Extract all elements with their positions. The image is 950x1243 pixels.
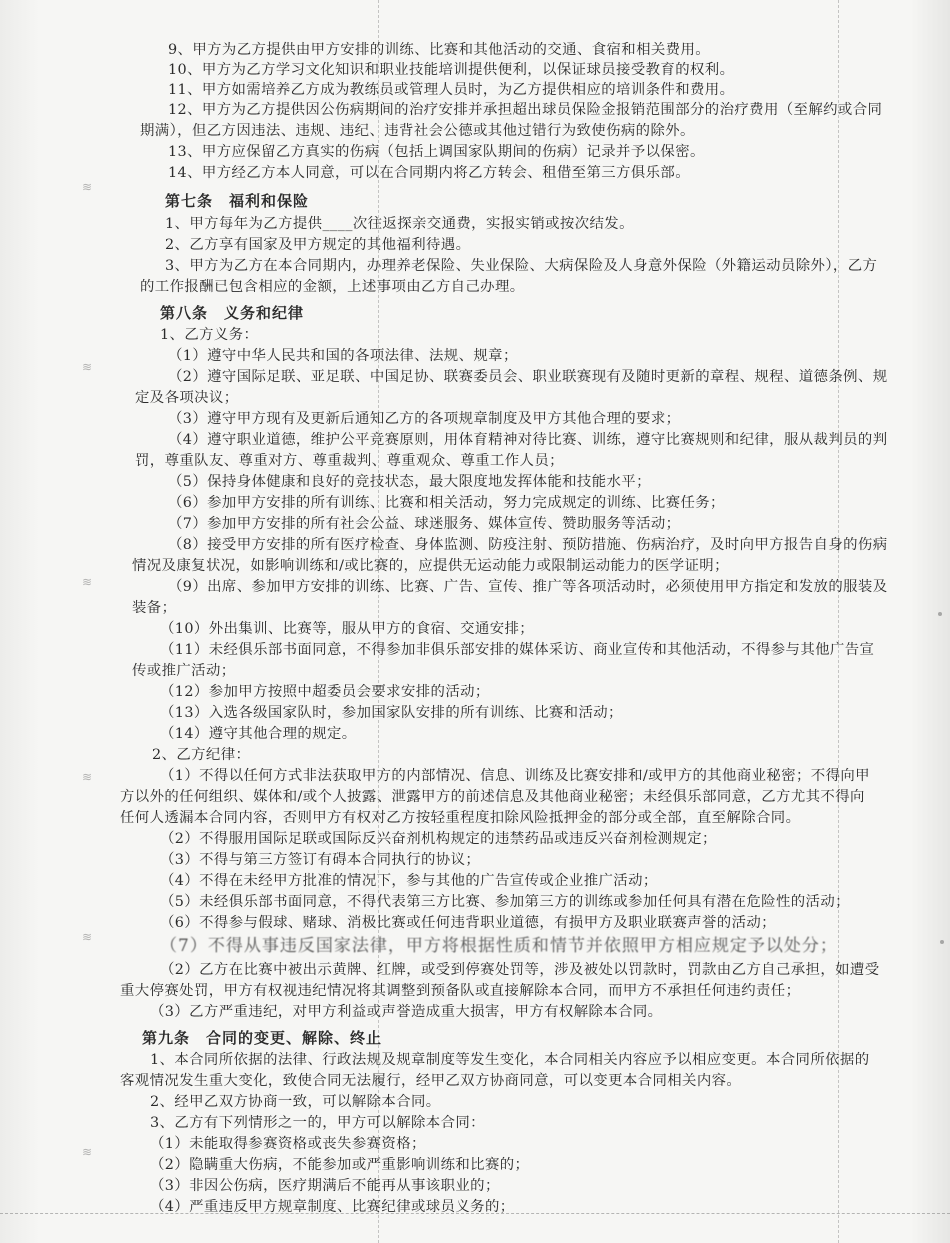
clause-line: （4）不得在未经甲方批准的情况下，参与其他的广告宣传或企业推广活动；: [160, 873, 658, 889]
clause-line: 11、甲方如需培养乙方成为教练员或管理人员时，为乙方提供相应的培训条件和费用。: [168, 82, 735, 98]
clause-line: 13、甲方应保留乙方真实的伤病（包括上调国家队期间的伤病）记录并予以保密。: [168, 144, 705, 160]
clause-line: 2、经甲乙双方协商一致，可以解除本合同。: [150, 1094, 441, 1110]
clause-line: （5）未经俱乐部书面同意，不得代表第三方比赛、参加第三方的训练或参加任何具有潜在危险性的活动；: [160, 894, 850, 910]
clause-line: 客观情况发生重大变化，致使合同无法履行，经甲乙双方协商同意，可以变更本合同相关内容。: [120, 1073, 742, 1089]
clause-line: 3、甲方为乙方在本合同期内，办理养老保险、失业保险、大病保险及人身意外保险（外籍运动员除外），乙方: [165, 258, 878, 274]
clause-line: （5）保持身体健康和良好的竞技状态，最大限度地发挥体能和技能水平；: [168, 474, 651, 490]
bleed-through-mark: ≋: [82, 930, 93, 944]
clause-line: （2）隐瞒重大伤病，不能参加或严重影响训练和比赛的；: [150, 1157, 530, 1173]
clause-line: （3）遵守甲方现有及更新后通知乙方的各项规章制度及甲方其他合理的要求；: [168, 411, 681, 427]
clause-line: 2、乙方纪律：: [152, 747, 251, 763]
clause-line: 情况及康复状况，如影响训练和/或比赛的，应提供无运动能力或限制运动能力的医学证明；: [132, 558, 729, 574]
clause-line: （3）不得与第三方签订有碍本合同执行的协议；: [160, 852, 481, 868]
clause-line: （9）出席、参加甲方安排的训练、比赛、广告、宣传、推广等各项活动时，必须使用甲方指定和发放的服装及: [168, 579, 888, 595]
bleed-through-mark: ≋: [82, 575, 93, 589]
clause-line: （2）遵守国际足联、亚足联、中国足协、联赛委员会、职业联赛现有及随时更新的章程、规程、道德条例、规: [168, 369, 888, 385]
clause-line: （3）非因公伤病，医疗期满后不能再从事该职业的；: [150, 1178, 500, 1194]
clause-line: 方以外的任何组织、媒体和/或个人披露、泄露甲方的前述信息及其他商业秘密；未经俱乐部同意，乙方尤其不得向: [120, 789, 865, 805]
clause-line: （1）遵守中华人民共和国的各项法律、法规、规章；: [168, 348, 518, 364]
clause-line: 9、甲方为乙方提供由甲方安排的训练、比赛和其他活动的交通、食宿和相关费用。: [168, 42, 711, 58]
clause-line: 2、乙方享有国家及甲方规定的其他福利待遇。: [165, 237, 471, 253]
section-heading: 第九条 合同的变更、解除、终止: [142, 1029, 383, 1047]
clause-line: 3、乙方有下列情形之一的，甲方可以解除本合同：: [150, 1115, 485, 1131]
scan-speck: [938, 612, 942, 616]
clause-line: 罚，尊重队友、尊重对方、尊重裁判、尊重观众、尊重工作人员；: [135, 453, 564, 469]
clause-line: （3）乙方严重违纪，对甲方利益或声誉造成重大损害，甲方有权解除本合同。: [150, 1004, 663, 1020]
clause-line: （14）遵守其他合理的规定。: [160, 726, 357, 742]
clause-line: （2）乙方在比赛中被出示黄牌、红牌，或受到停赛处罚等，涉及被处以罚款时，罚款由乙方自己承担，如遭受: [160, 962, 880, 978]
clause-line: （7）参加甲方安排的所有社会公益、球迷服务、媒体宣传、赞助服务等活动；: [168, 516, 681, 532]
clause-line: 期满），但乙方因违法、违规、违纪、违背社会公德或其他过错行为致使伤病的除外。: [140, 123, 695, 139]
clause-line: 定及各项决议；: [135, 390, 239, 406]
clause-line: 装备；: [132, 600, 177, 616]
section-heading: 第七条 福利和保险: [165, 192, 310, 210]
clause-line: （8）接受甲方安排的所有医疗检查、身体监测、防疫注射、预防措施、伤病治疗，及时向甲方报告自身的伤病: [168, 537, 888, 553]
clause-line: 12、甲方为乙方提供因公伤病期间的治疗安排并承担超出球员保险金报销范围部分的治疗费用（至解约或合同: [168, 102, 883, 118]
clause-line: 重大停赛处罚，甲方有权视违纪情况将其调整到预备队或直接解除本合同，而甲方不承担任何违约责任；: [120, 983, 801, 999]
clause-line: 的工作报酬已包含相应的金额，上述事项由乙方自己办理。: [140, 279, 525, 295]
clause-line: （4）遵守职业道德，维护公平竞赛原则，用体育精神对待比赛、训练，遵守比赛规则和纪律，服从裁判员的判: [168, 432, 888, 448]
bleed-through-mark: ≋: [82, 180, 93, 194]
clause-line: 1、本合同所依据的法律、行政法规及规章制度等发生变化，本合同相关内容应予以相应变更。本合同所依据的: [150, 1052, 870, 1068]
clause-line: 1、甲方每年为乙方提供____次往返探亲交通费，实报实销或按次结发。: [165, 216, 634, 232]
clause-line-smudged: （7）不得从事违反国家法律，甲方将根据性质和情节并依照甲方相应规定予以处分；: [160, 936, 838, 956]
clause-line: （10）外出集训、比赛等，服从甲方的食宿、交通安排；: [160, 621, 535, 637]
clause-line: 传或推广活动；: [132, 663, 236, 679]
clause-line: （4）严重违反甲方规章制度、比赛纪律或球员义务的；: [150, 1199, 515, 1215]
clause-line: （1）不得以任何方式非法获取甲方的内部情况、信息、训练及比赛安排和/或甲方的其他商业秘密；不得向甲: [160, 768, 870, 784]
clause-line: 10、甲方为乙方学习文化知识和职业技能培训提供便利，以保证球员接受教育的权利。: [168, 62, 735, 78]
clause-line: （1）未能取得参赛资格或丧失参赛资格；: [150, 1136, 426, 1152]
clause-line: 1、乙方义务：: [160, 327, 259, 343]
scan-speck: [940, 940, 944, 944]
clause-line: （2）不得服用国际足联或国际反兴奋剂机构规定的违禁药品或违反兴奋剂检测规定；: [160, 831, 717, 847]
bleed-through-mark: ≋: [82, 360, 93, 374]
clause-line: （6）不得参与假球、赌球、消极比赛或任何违背职业道德，有损甲方及职业联赛声誉的活动；: [160, 915, 776, 931]
clause-line: 14、甲方经乙方本人同意，可以在合同期内将乙方转会、租借至第三方俱乐部。: [168, 165, 690, 181]
clause-line: （6）参加甲方安排的所有训练、比赛和相关活动，努力完成规定的训练、比赛任务；: [168, 495, 725, 511]
clause-line: （13）入选各级国家队时，参加国家队安排的所有训练、比赛和活动；: [160, 705, 623, 721]
clause-line: 任何人透漏本合同内容，否则甲方有权对乙方按轻重程度扣除风险抵押金的部分或全部，直至解除合同。: [120, 810, 801, 826]
clause-line: （11）未经俱乐部书面同意，不得参加非俱乐部安排的媒体采访、商业宣传和其他活动，不得参与其他广告宣: [160, 642, 875, 658]
clause-line: （12）参加甲方按照中超委员会要求安排的活动；: [160, 684, 490, 700]
bleed-through-mark: ≋: [82, 1145, 93, 1159]
section-heading: 第八条 义务和纪律: [160, 304, 305, 322]
bleed-through-mark: ≋: [82, 770, 93, 784]
